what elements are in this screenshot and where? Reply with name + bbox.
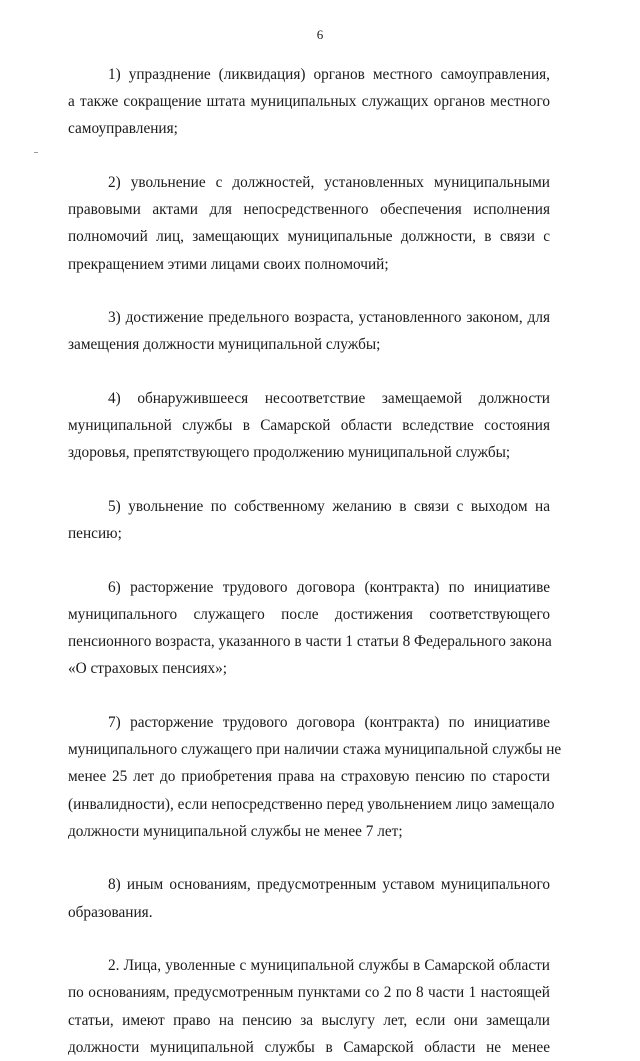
paragraph (68, 871, 550, 925)
paragraph-line: правовыми актами для непосредственного обеспечения исполнения (68, 201, 550, 219)
paragraph-line: (инвалидности), если непосредственно перед увольнением лицо замещало (68, 795, 555, 813)
paragraph-line: 2. Лица, уволенные с муниципальной службы в Самарской области (108, 957, 550, 975)
paragraph (68, 385, 550, 467)
paragraph-line: 7) расторжение трудового договора (контракта) по инициативе (108, 714, 550, 731)
paragraph-line: 6) расторжение трудового договора (контракта) по инициативе (108, 578, 550, 596)
paragraph-line: полномочий лиц, замещающих муниципальные должности, в связи с (68, 228, 550, 246)
paragraph (68, 304, 550, 358)
paragraph (68, 709, 562, 845)
paragraph-line: муниципального служащего после достижения соответствующего (68, 606, 550, 623)
paragraph-line: 2) увольнение с должностей, установленных муниципальными (108, 174, 550, 191)
paragraph (68, 493, 550, 547)
paragraph-line: муниципального служащего при наличии стажа муниципальной службы не (68, 741, 562, 759)
document-body (68, 61, 562, 1061)
paragraph-line: пенсию; (68, 525, 122, 543)
paragraph-line: здоровья, препятствующего продолжению муниципальной службы; (68, 444, 511, 462)
paragraph (68, 574, 550, 683)
paragraph (68, 61, 550, 143)
paragraph-line: 4) обнаружившееся несоответствие замещаемой должности (108, 390, 550, 407)
paragraph-line: по основаниям, предусмотренным пунктами со 2 по 8 части 1 настоящей (68, 984, 550, 1002)
paragraph-line: 1) упразднение (ликвидация) органов местного самоуправления, (108, 66, 550, 83)
margin-mark (34, 152, 38, 153)
paragraph-line: 8) иным основаниям, предусмотренным уставом муниципального (108, 876, 550, 894)
paragraph-line: самоуправления; (68, 120, 178, 138)
paragraph-line: статьи, имеют право на пенсию за выслугу лет, если они замещали (68, 1011, 550, 1029)
paragraph-line: должности муниципальной службы в Самарской области не менее (68, 1038, 550, 1056)
paragraph-line: 3) достижение предельного возраста, установленного законом, для (108, 309, 550, 327)
page-number: 6 (316, 27, 324, 42)
paragraph-line: прекращением этими лицами своих полномочий; (68, 255, 389, 273)
paragraph-line: муниципальной службы в Самарской области вследствие состояния (68, 417, 550, 435)
paragraph-line: менее 25 лет до приобретения права на страховую пенсию по старости (68, 768, 550, 786)
paragraph (68, 952, 550, 1061)
paragraph-line: должности муниципальной службы не менее 7 лет; (68, 822, 403, 840)
paragraph-line: образования. (68, 903, 153, 921)
paragraph-line: а также сокращение штата муниципальных служащих органов местного (68, 93, 550, 111)
paragraph-line: «О страховых пенсиях»; (68, 660, 228, 678)
paragraph (68, 169, 550, 278)
paragraph-line: пенсионного возраста, указанного в части 1 статьи 8 Федерального закона (68, 633, 552, 651)
paragraph-line: 5) увольнение по собственному желанию в связи с выходом на (108, 498, 550, 515)
paragraph-line: замещения должности муниципальной службы; (68, 336, 381, 354)
